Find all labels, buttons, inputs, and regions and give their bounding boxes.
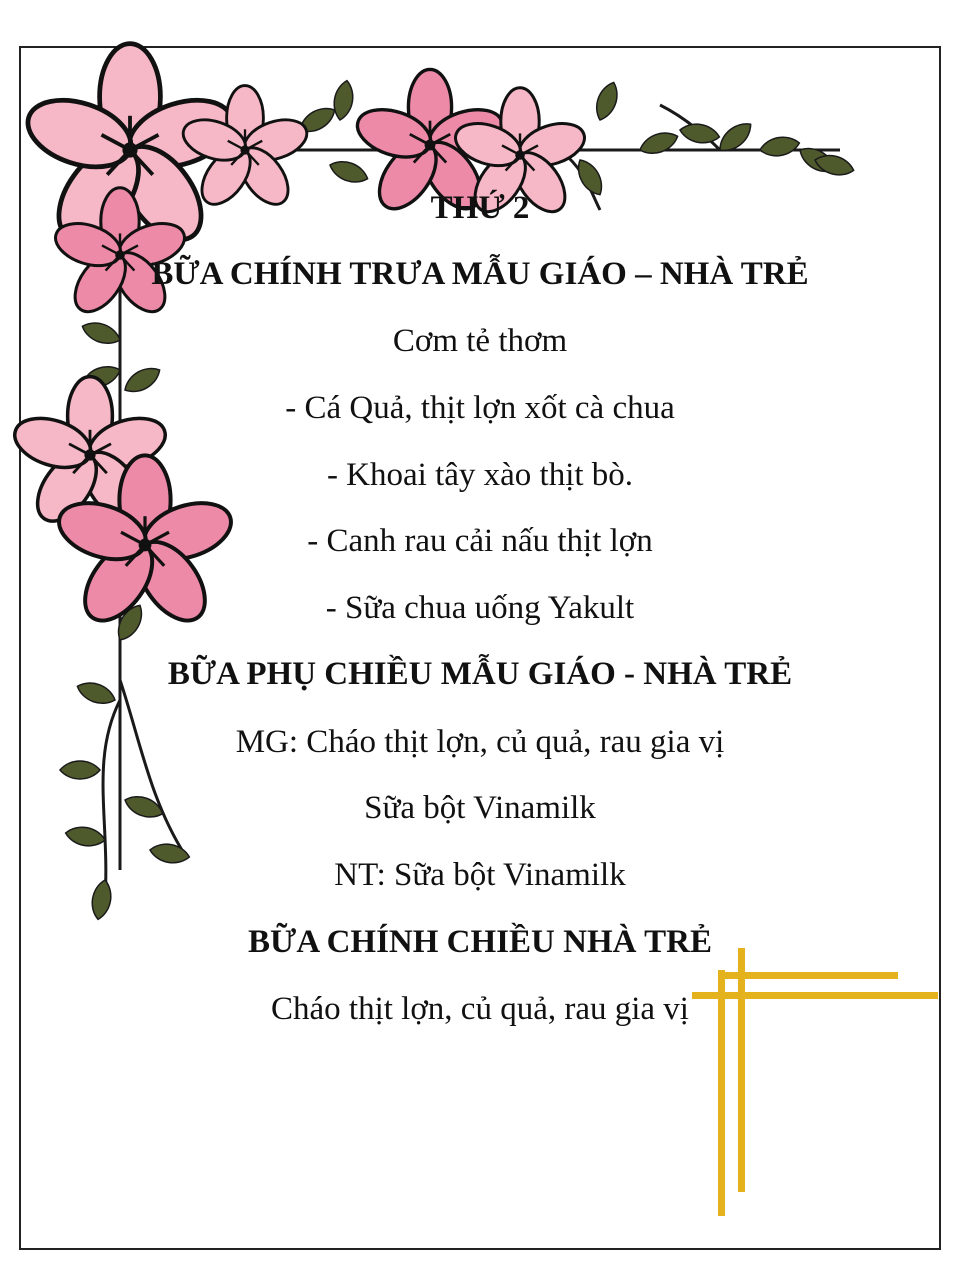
menu-item: Cơm tẻ thơm — [392, 323, 568, 359]
menu-item: - Khoai tây xào thịt bò. — [326, 457, 634, 493]
section-heading-dinner: BỮA CHÍNH CHIỀU NHÀ TRẺ — [248, 924, 712, 960]
section-heading-lunch: BỮA CHÍNH TRƯA MẪU GIÁO – NHÀ TRẺ — [151, 256, 809, 292]
menu-item: MG: Cháo thịt lợn, củ quả, rau gia vị — [235, 724, 725, 760]
menu-item: Cháo thịt lợn, củ quả, rau gia vị — [271, 991, 689, 1027]
menu-item: - Sữa chua uống Yakult — [325, 590, 635, 626]
menu-item: NT: Sữa bột Vinamilk — [334, 857, 626, 893]
menu-item: Sữa bột Vinamilk — [364, 790, 596, 826]
section-heading-afternoon-snack: BỮA PHỤ CHIỀU MẪU GIÁO - NHÀ TRẺ — [167, 656, 793, 692]
menu-item: - Canh rau cải nấu thịt lợn — [307, 523, 653, 559]
day-title: THỨ 2 — [430, 190, 530, 226]
menu-item: - Cá Quả, thịt lợn xốt cà chua — [285, 390, 675, 426]
